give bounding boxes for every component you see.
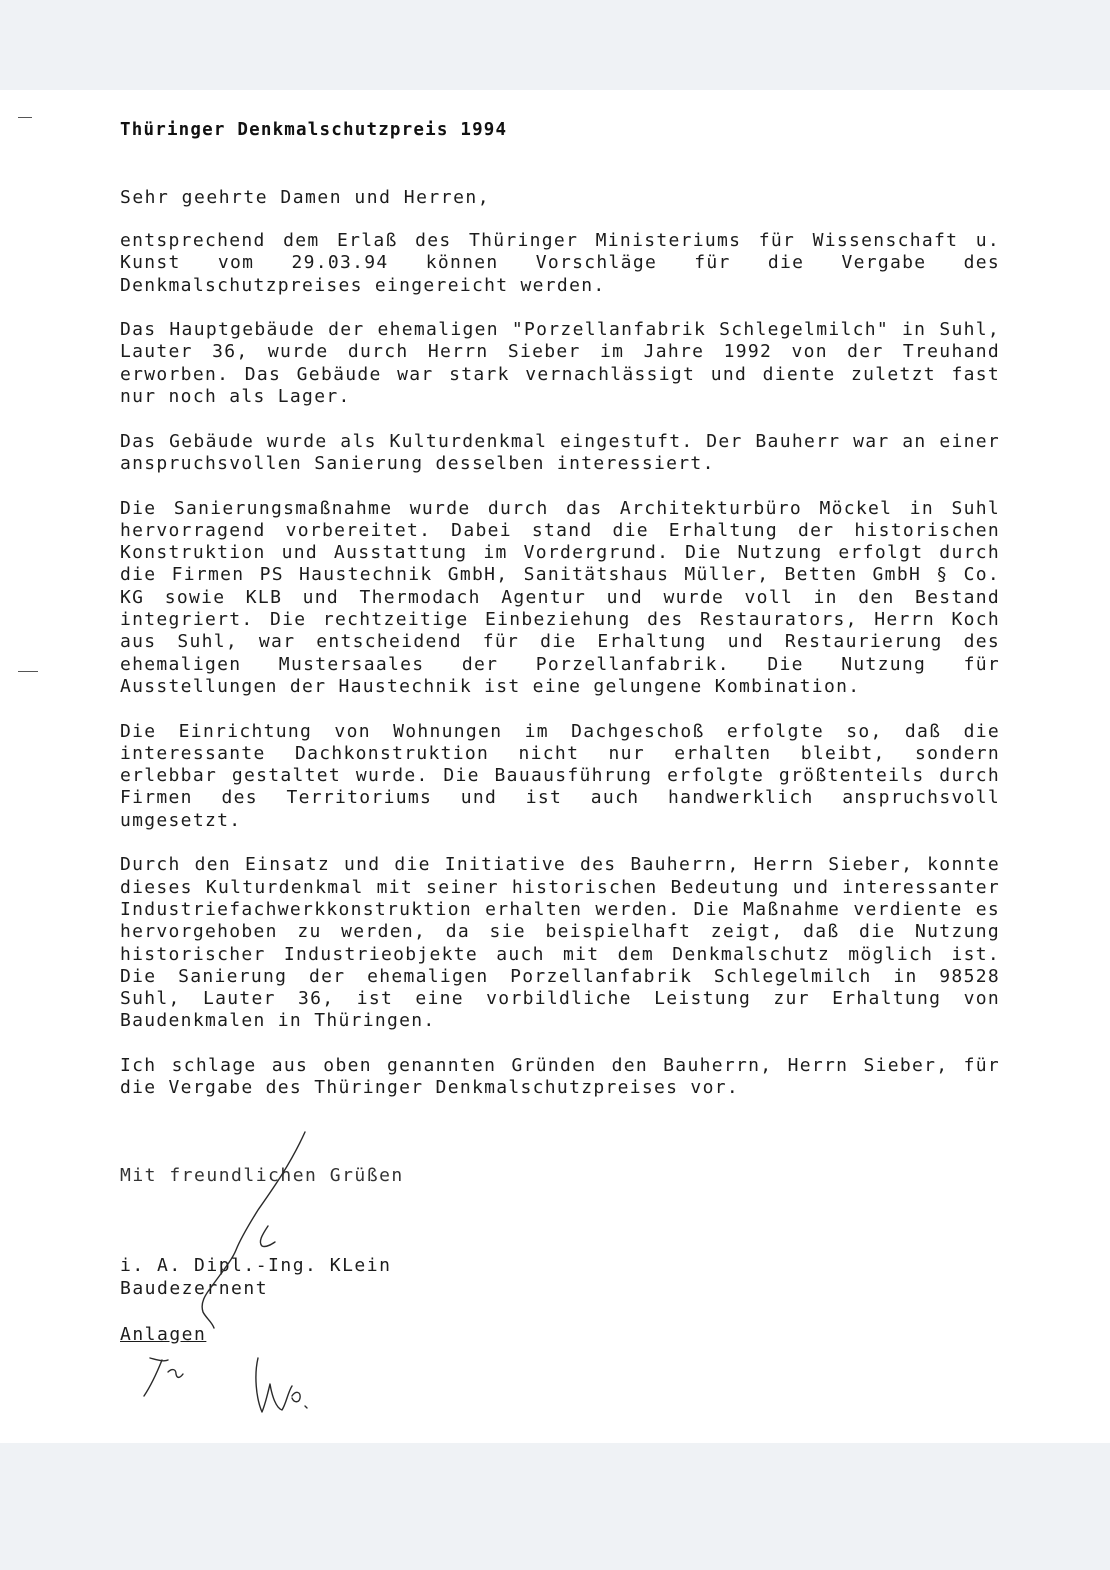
- paragraph-building-history: Das Hauptgebäude der ehemaligen "Porzellanfabrik Schlegelmilch" in Suhl, Lauter 36, wurde durch Herrn Sieber im Jahre 1992 von der Treuhand erworben. Das Gebäude war stark vernachlässigt und diente zuletzt fast nur noch als Lager.: [120, 319, 1000, 408]
- paragraph-monument-status: Das Gebäude wurde als Kulturdenkmal eingestuft. Der Bauherr war an einer anspruchsvollen Sanierung desselben interessiert.: [120, 430, 1000, 474]
- paragraph-nomination: Ich schlage aus oben genannten Gründen den Bauherrn, Herrn Sieber, für die Vergabe des Thüringer Denkmalschutzpreises vor.: [120, 1054, 1000, 1099]
- paragraph-decree: entsprechend dem Erlaß des Thüringer Ministeriums für Wissenschaft u. Kunst vom 29.03.94 können Vorschläge für die Vergabe des Denkmalschutzpreises eingereicht werden.: [120, 230, 1000, 296]
- attachments-label: Anlagen: [120, 1324, 207, 1345]
- letter-title: Thüringer Denkmalschutzpreis 1994: [120, 120, 508, 140]
- paragraph-apartments: Die Einrichtung von Wohnungen im Dachgeschoß erfolgte so, daß die interessante Dachkonstruktion nicht nur erhalten bleibt, sondern erlebbar gestaltet wurde. Die Bauausführung erfolgte größtenteils durch Firmen des Territoriums und ist auch handwerklich anspruchsvoll umgesetzt.: [120, 720, 1000, 831]
- punch-mark-top: [18, 117, 32, 118]
- signatory-role: Baudezernent: [120, 1278, 269, 1299]
- letter-body: [120, 230, 1000, 1122]
- paragraph-renovation: Die Sanierungsmaßnahme wurde durch das Architekturbüro Möckel in Suhl hervorragend vorbereitet. Dabei stand die Erhaltung der historischen Konstruktion und Ausstattung im Vordergrund. Die Nutzung erfolgt durch die Firmen PS Haustechnik GmbH, Sanitätshaus Müller, Betten GmbH § Co. KG sowie KLB und Thermodach Agentur und wurde voll in den Bestand integriert. Die rechtzeitige Einbeziehung des Restaurators, Herrn Koch aus Suhl, war entscheidend für die Erhaltung und Restaurierung des ehemaligen Mustersaales der Porzellanfabrik. Die Nutzung für Ausstellungen der Haustechnik ist eine gelungene Kombination.: [120, 497, 1000, 697]
- paragraph-merit: Durch den Einsatz und die Initiative des Bauherrn, Herrn Sieber, konnte dieses Kulturdenkmal mit seiner historischen Bedeutung und interessanter Industriefachwerkkonstruktion erhalten werden. Die Maßnahme verdiente es hervorgehoben zu werden, da sie beispielhaft zeigt, daß die Nutzung historischer Industrieobjekte auch mit dem Denkmalschutz möglich ist. Die Sanierung der ehemaligen Porzellanfabrik Schlegelmilch in 98528 Suhl, Lauter 36, ist eine vorbildliche Leistung zur Erhaltung von Baudenkmalen in Thüringen.: [120, 854, 1000, 1032]
- letter-page: [0, 90, 1110, 1443]
- salutation: Sehr geehrte Damen und Herren,: [120, 187, 491, 208]
- signatory-name: i. A. Dipl.-Ing. KLein: [120, 1255, 392, 1276]
- fold-mark: [18, 671, 38, 672]
- signature-block: [120, 1254, 391, 1300]
- closing-phrase: Mit freundlichen Grüßen: [120, 1165, 404, 1186]
